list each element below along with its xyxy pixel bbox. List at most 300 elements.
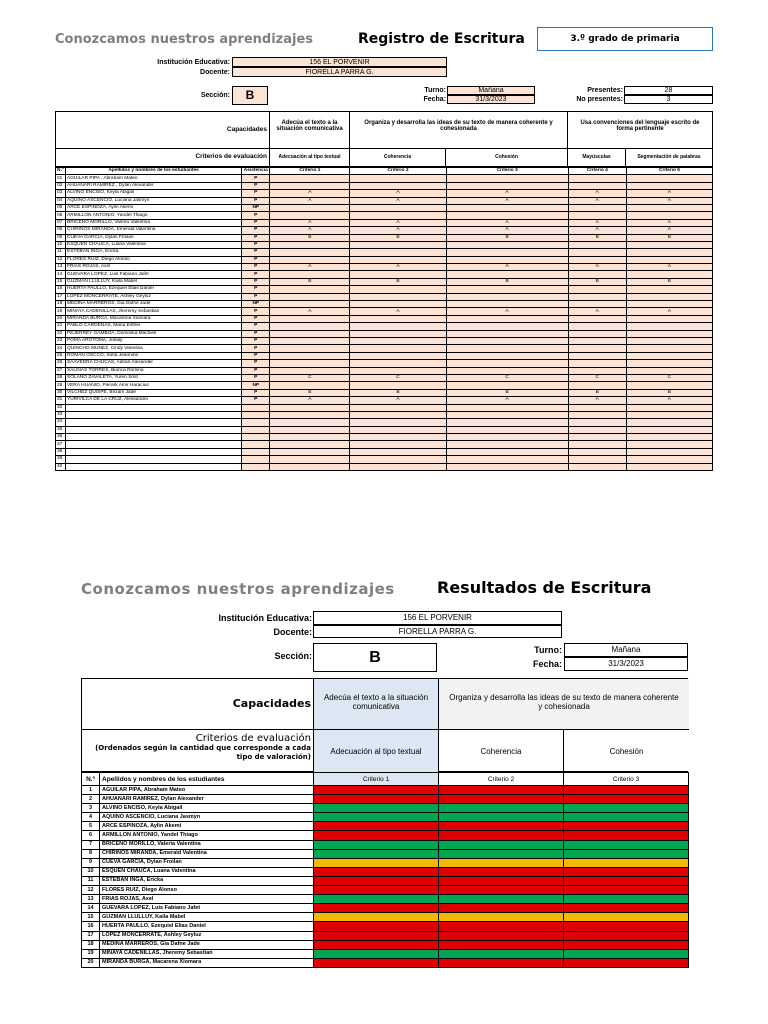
attendance-cell[interactable]: P [242, 264, 270, 271]
criterio-cell[interactable] [446, 330, 568, 337]
criterio-cell[interactable] [568, 271, 626, 278]
criterio-cell[interactable] [626, 360, 712, 367]
res-n-header: N.º [82, 773, 100, 786]
attendance-cell[interactable]: P [242, 397, 270, 404]
criterio-cell[interactable] [626, 404, 712, 411]
attendance-cell[interactable]: P [242, 190, 270, 197]
criterio-cell[interactable] [568, 337, 626, 344]
criterio-cell[interactable] [350, 204, 446, 211]
criterio-cell[interactable] [568, 256, 626, 263]
criterio-cell[interactable] [626, 426, 712, 433]
criterio-cell[interactable]: A [270, 308, 350, 315]
criterio-cell[interactable]: A [446, 197, 568, 204]
table-row [56, 227, 713, 234]
criterio-cell[interactable] [568, 175, 626, 182]
criterio-cell[interactable] [270, 448, 350, 455]
table-row [56, 374, 713, 381]
criterio-cell[interactable] [350, 256, 446, 263]
student-number: 16 [56, 286, 66, 293]
student-name: ARCE ESPINOZA, Aylin Akemi [66, 204, 242, 211]
criterio-cell[interactable] [446, 212, 568, 219]
criterio-cell[interactable] [446, 367, 568, 374]
criterio-cell[interactable]: A [350, 227, 446, 234]
criterio-cell[interactable] [446, 404, 568, 411]
docente-field[interactable]: FIORELLA PARRA G. [232, 67, 447, 77]
result-cell-red [564, 922, 689, 931]
criterio-cell[interactable] [350, 175, 446, 182]
criterio-cell[interactable] [350, 182, 446, 189]
criterio-cell[interactable] [270, 426, 350, 433]
student-name: HUERTA PAULLO, Ezequiel Elias Daniel [100, 922, 314, 931]
attendance-cell[interactable]: P [242, 278, 270, 285]
criterio-cell[interactable] [350, 271, 446, 278]
result-cell-red [564, 831, 689, 840]
criterio-cell[interactable] [446, 441, 568, 448]
criterio-cell[interactable] [446, 345, 568, 352]
criterio-cell[interactable] [270, 345, 350, 352]
criterio-cell[interactable] [626, 352, 712, 359]
criterio-cell[interactable]: B [446, 389, 568, 396]
attendance-cell[interactable]: P [242, 175, 270, 182]
criterio-cell[interactable]: A [350, 308, 446, 315]
criterio-cell[interactable] [626, 434, 712, 441]
criterio-cell[interactable]: A [568, 397, 626, 404]
criterio-cell[interactable] [626, 419, 712, 426]
criterio-cell[interactable] [350, 337, 446, 344]
criterio-cell[interactable] [350, 286, 446, 293]
student-name: VILCHEZ QUISPE, Brizam Jade [66, 389, 242, 396]
criterio-cell[interactable] [350, 301, 446, 308]
attendance-cell[interactable]: P [242, 367, 270, 374]
criterio-cell[interactable]: B [626, 389, 712, 396]
result-cell-red [314, 922, 439, 931]
criterio-cell[interactable] [626, 286, 712, 293]
attendance-cell[interactable]: P [242, 271, 270, 278]
student-name: FLORES RUIZ, Diego Alonso [66, 256, 242, 263]
criterio-cell[interactable] [626, 271, 712, 278]
student-name: ARMILLON ANTONIO, Yandel Thiago [66, 212, 242, 219]
criterio-cell[interactable] [626, 345, 712, 352]
criterio-cell[interactable]: A [446, 227, 568, 234]
criterio-cell[interactable] [350, 345, 446, 352]
criterio-cell[interactable] [446, 337, 568, 344]
criterio-cell[interactable] [270, 301, 350, 308]
criterio-cell[interactable] [270, 382, 350, 389]
criterio-cell[interactable] [626, 182, 712, 189]
criterio-cell[interactable] [568, 367, 626, 374]
criterio-cell[interactable] [446, 448, 568, 455]
criterio-cell[interactable] [626, 337, 712, 344]
res-seccion-label: Sección: [274, 651, 312, 661]
criterio-cell[interactable] [350, 411, 446, 418]
criterio-cell[interactable] [270, 241, 350, 248]
attendance-cell[interactable] [242, 456, 270, 463]
student-number: 24 [56, 345, 66, 352]
criterio-cell[interactable] [350, 419, 446, 426]
criterio-cell[interactable] [446, 419, 568, 426]
criterio-cell[interactable] [568, 434, 626, 441]
criterio-cell[interactable] [568, 411, 626, 418]
criterio-cell[interactable]: B [270, 234, 350, 241]
result-cell-red [439, 867, 564, 876]
table-row [56, 234, 713, 241]
criterio-cell[interactable]: B [626, 278, 712, 285]
criterio-cell[interactable] [350, 404, 446, 411]
attendance-cell[interactable]: P [242, 308, 270, 315]
criterio-cell[interactable]: B [626, 234, 712, 241]
criterio-cell[interactable] [446, 241, 568, 248]
criterio-cell[interactable]: C [446, 374, 568, 381]
criterio-cell[interactable] [446, 301, 568, 308]
criterio-cell[interactable] [350, 426, 446, 433]
criterio-cell[interactable] [626, 175, 712, 182]
criterio-cell[interactable]: A [446, 397, 568, 404]
student-number: 07 [56, 219, 66, 226]
criterio-cell[interactable] [270, 434, 350, 441]
attendance-cell[interactable]: P [242, 249, 270, 256]
criterio-cell[interactable] [568, 426, 626, 433]
criterio-cell[interactable]: A [270, 227, 350, 234]
criterio-cell[interactable] [626, 330, 712, 337]
result-cell-red [564, 940, 689, 949]
criterio-cell[interactable] [568, 249, 626, 256]
criterio-cell[interactable]: A [568, 190, 626, 197]
criterio-cell[interactable]: A [270, 197, 350, 204]
criterio-cell[interactable] [626, 212, 712, 219]
criterio-cell[interactable]: B [270, 389, 350, 396]
criterio-cell[interactable] [270, 419, 350, 426]
criterio-cell[interactable] [626, 456, 712, 463]
criterio-cell[interactable] [446, 204, 568, 211]
attendance-cell[interactable]: P [242, 323, 270, 330]
attendance-cell[interactable]: NP [242, 204, 270, 211]
criterio-cell[interactable] [568, 323, 626, 330]
attendance-cell[interactable]: P [242, 330, 270, 337]
criterio-cell[interactable]: B [270, 278, 350, 285]
criterio-cell[interactable]: A [270, 397, 350, 404]
criterio-cell[interactable] [270, 182, 350, 189]
criterio-cell[interactable] [568, 315, 626, 322]
attendance-cell[interactable]: P [242, 219, 270, 226]
criterio-cell[interactable] [446, 456, 568, 463]
criterio-cell[interactable]: B [350, 389, 446, 396]
attendance-cell[interactable]: NP [242, 382, 270, 389]
criterio-cell[interactable] [270, 352, 350, 359]
resultados-subtitle: Conozcamos nuestros aprendizajes [81, 580, 395, 598]
criterio-cell[interactable] [350, 463, 446, 470]
attendance-cell[interactable]: P [242, 227, 270, 234]
criterio-cell[interactable]: B [568, 234, 626, 241]
criterio-cell[interactable] [446, 293, 568, 300]
criterio-cell[interactable] [568, 293, 626, 300]
criterio-cell[interactable] [350, 352, 446, 359]
criterio-cell[interactable] [270, 330, 350, 337]
criterio-cell[interactable] [568, 204, 626, 211]
student-name: FRIAS ROJAS, Axel [66, 264, 242, 271]
criterio-cell[interactable] [626, 367, 712, 374]
criterio-cell[interactable] [568, 360, 626, 367]
student-name: ESTEBAN INGA, Ericka [100, 876, 314, 885]
criterio-cell[interactable]: B [350, 234, 446, 241]
criterio-cell[interactable] [446, 249, 568, 256]
presentes-field[interactable]: 28 [624, 86, 713, 95]
criterio-cell[interactable]: A [350, 264, 446, 271]
criterio-cell[interactable]: B [568, 389, 626, 396]
criterio-cell[interactable] [446, 286, 568, 293]
attendance-cell[interactable]: P [242, 212, 270, 219]
criterio-cell[interactable] [446, 256, 568, 263]
attendance-cell[interactable] [242, 441, 270, 448]
attendance-cell[interactable] [242, 434, 270, 441]
criterio-cell[interactable]: A [568, 227, 626, 234]
res-criterio-desc-3: Cohesión [609, 747, 644, 756]
criterio-cell[interactable]: A [626, 397, 712, 404]
criterio-cell[interactable] [626, 256, 712, 263]
attendance-cell[interactable] [242, 463, 270, 470]
criterio-cell[interactable]: C [626, 374, 712, 381]
criterio-cell[interactable] [568, 345, 626, 352]
criterio-cell[interactable]: A [446, 219, 568, 226]
result-cell-red [314, 831, 439, 840]
criterio-cell[interactable] [626, 463, 712, 470]
criterio-cell[interactable]: A [626, 264, 712, 271]
criterio-cell[interactable] [270, 323, 350, 330]
criterio-cell[interactable] [568, 212, 626, 219]
res-docente-field[interactable]: FIORELLA PARRA G. [313, 625, 562, 638]
criterio-cell[interactable] [270, 212, 350, 219]
attendance-cell[interactable]: P [242, 389, 270, 396]
no-presentes-field[interactable]: 3 [624, 95, 713, 104]
attendance-cell[interactable]: P [242, 337, 270, 344]
resultados-header-block [81, 678, 688, 772]
criterio-cell[interactable] [350, 323, 446, 330]
attendance-cell[interactable]: P [242, 345, 270, 352]
attendance-cell[interactable]: P [242, 315, 270, 322]
attendance-cell[interactable] [242, 404, 270, 411]
criterio-cell[interactable] [270, 456, 350, 463]
criterio-cell[interactable] [270, 271, 350, 278]
criterio-cell[interactable]: B [568, 278, 626, 285]
criterio-cell[interactable] [568, 330, 626, 337]
attendance-cell[interactable]: P [242, 293, 270, 300]
criterio-cell[interactable]: B [350, 278, 446, 285]
criterio-cell[interactable] [626, 323, 712, 330]
criterio-cell[interactable]: A [350, 197, 446, 204]
criterio-cell[interactable]: A [270, 190, 350, 197]
criterio-cell[interactable]: A [626, 190, 712, 197]
student-name: FRIAS ROJAS, Axel [100, 895, 314, 904]
criterio-cell[interactable] [568, 463, 626, 470]
criterio-cell[interactable]: A [446, 190, 568, 197]
turno-label: Turno: [424, 87, 446, 94]
result-cell-red [564, 867, 689, 876]
criterio-cell[interactable] [568, 286, 626, 293]
criterio-cell[interactable] [626, 411, 712, 418]
criterio-cell[interactable]: C [568, 374, 626, 381]
criterio-cell[interactable] [270, 175, 350, 182]
attendance-cell[interactable] [242, 426, 270, 433]
criterio-cell[interactable] [270, 204, 350, 211]
criterio-cell[interactable]: A [270, 264, 350, 271]
criterio-cell[interactable] [626, 293, 712, 300]
attendance-cell[interactable]: P [242, 241, 270, 248]
criterio-cell[interactable]: B [446, 234, 568, 241]
criterio-cell[interactable] [270, 293, 350, 300]
criterio-cell[interactable] [626, 204, 712, 211]
student-name: AGUILAR PIPA , Abraham Mateo [66, 175, 242, 182]
criterio-cell[interactable] [270, 315, 350, 322]
table-row [56, 271, 713, 278]
criterio-cell[interactable] [446, 426, 568, 433]
criterio-cell[interactable]: A [350, 190, 446, 197]
criterio-cell[interactable] [270, 337, 350, 344]
criterio-cell[interactable] [350, 212, 446, 219]
criterio-cell[interactable] [350, 249, 446, 256]
criterio-cell[interactable] [568, 441, 626, 448]
criterio-cell[interactable] [270, 411, 350, 418]
criterio-cell[interactable] [446, 323, 568, 330]
attendance-cell[interactable] [242, 419, 270, 426]
attendance-cell[interactable] [242, 411, 270, 418]
criterio-cell[interactable] [626, 241, 712, 248]
attendance-cell[interactable]: P [242, 234, 270, 241]
criterio-cell[interactable] [446, 434, 568, 441]
attendance-cell[interactable] [242, 448, 270, 455]
criterio-cell[interactable] [568, 182, 626, 189]
criterio-cell[interactable]: A [568, 197, 626, 204]
attendance-cell[interactable]: P [242, 256, 270, 263]
student-name: ESTEBAN INGA, Ericka [66, 249, 242, 256]
criterio-cell[interactable]: A [626, 197, 712, 204]
criterio-cell[interactable] [350, 360, 446, 367]
institucion-field[interactable]: 156 EL PORVENIR [232, 57, 447, 67]
res-fecha-field[interactable]: 31/3/2023 [564, 657, 688, 671]
student-number: 13 [82, 895, 100, 904]
criterio-cell[interactable] [350, 330, 446, 337]
criterio-cell[interactable] [568, 448, 626, 455]
attendance-cell[interactable]: P [242, 360, 270, 367]
criterio-cell[interactable] [350, 367, 446, 374]
criterio-cell[interactable]: C [270, 374, 350, 381]
criterio-cell[interactable] [350, 241, 446, 248]
res-criterios-note: (Ordenados según la cantidad que corresponde a cada tipo de valoración) [95, 744, 311, 761]
table-row [82, 858, 689, 867]
criterio-cell[interactable] [446, 360, 568, 367]
criterio-cell[interactable] [270, 441, 350, 448]
student-number: 32 [56, 404, 66, 411]
criterio-cell[interactable] [270, 360, 350, 367]
result-cell-green [439, 813, 564, 822]
student-number: 3 [82, 804, 100, 813]
fecha-field[interactable]: 31/3/2023 [447, 95, 535, 104]
criterio-cell[interactable]: A [446, 264, 568, 271]
criterio-cell[interactable] [446, 463, 568, 470]
criterio-cell[interactable]: A [350, 219, 446, 226]
criterio-cell[interactable] [626, 441, 712, 448]
turno-field[interactable]: Mañana [447, 86, 535, 95]
criterio-cell[interactable] [568, 241, 626, 248]
result-cell-green [564, 804, 689, 813]
criterio-cell[interactable] [350, 448, 446, 455]
criterio-cell[interactable] [270, 404, 350, 411]
attendance-cell[interactable]: P [242, 352, 270, 359]
criterio-cell[interactable]: A [270, 219, 350, 226]
criterio-cell[interactable] [568, 456, 626, 463]
result-cell-red [564, 876, 689, 885]
attendance-cell[interactable]: P [242, 374, 270, 381]
table-row [82, 931, 689, 940]
criterio-cell[interactable] [350, 434, 446, 441]
criterio-cell[interactable]: A [446, 308, 568, 315]
student-number: 17 [56, 293, 66, 300]
seccion-field[interactable]: B [232, 86, 268, 105]
criterio-cell[interactable] [568, 382, 626, 389]
criterio-cell[interactable] [350, 382, 446, 389]
criterio-cell[interactable]: B [446, 278, 568, 285]
criterio-cell[interactable] [626, 382, 712, 389]
criterio-cell[interactable] [626, 448, 712, 455]
resultados-title: Resultados de Escritura [437, 578, 652, 597]
criterio-cell[interactable] [350, 441, 446, 448]
n-header: N.º [57, 168, 64, 174]
criterio-cell[interactable] [270, 286, 350, 293]
criterio-cell[interactable] [626, 315, 712, 322]
attendance-cell[interactable]: P [242, 182, 270, 189]
criterio-cell[interactable] [270, 367, 350, 374]
criterio-cell[interactable]: A [568, 264, 626, 271]
table-row [56, 389, 713, 396]
criterio-cell[interactable] [568, 404, 626, 411]
criterio-cell[interactable] [350, 456, 446, 463]
criterio-cell[interactable]: A [568, 219, 626, 226]
criterio-cell[interactable] [446, 315, 568, 322]
criterio-cell[interactable] [568, 419, 626, 426]
student-name: MEDINA MARREROS, Gia Dafne Jade [66, 301, 242, 308]
table-row [56, 278, 713, 285]
attendance-cell[interactable]: P [242, 286, 270, 293]
criterio-cell[interactable] [446, 352, 568, 359]
criterio-cell[interactable]: C [350, 374, 446, 381]
attendance-cell[interactable]: P [242, 197, 270, 204]
criterio-cell[interactable]: A [350, 397, 446, 404]
criterio-cell[interactable] [626, 249, 712, 256]
student-number: 02 [56, 182, 66, 189]
criterio-cell[interactable] [446, 411, 568, 418]
criterio-cell[interactable] [626, 301, 712, 308]
criterio-cell[interactable]: A [626, 219, 712, 226]
res-turno-field[interactable]: Mañana [564, 643, 688, 657]
res-seccion-field[interactable]: B [313, 643, 437, 672]
criterio-cell[interactable]: A [626, 308, 712, 315]
criterio-cell[interactable] [270, 256, 350, 263]
criterio-cell[interactable] [446, 271, 568, 278]
criterio-cell[interactable] [270, 249, 350, 256]
criterio-cell[interactable] [446, 382, 568, 389]
criterio-cell[interactable] [350, 315, 446, 322]
capacidad-1: Adecúa el texto a la situación comunicativa [270, 112, 350, 148]
criterio-cell[interactable] [568, 301, 626, 308]
criterio-cell[interactable] [350, 293, 446, 300]
attendance-cell[interactable]: NP [242, 301, 270, 308]
criterio-cell[interactable]: A [568, 308, 626, 315]
res-institucion-field[interactable]: 156 EL PORVENIR [313, 611, 562, 625]
criterio-cell[interactable]: A [626, 227, 712, 234]
criterio-cell[interactable] [446, 182, 568, 189]
criterio-cell[interactable] [270, 463, 350, 470]
criterio-cell[interactable] [446, 175, 568, 182]
result-cell-yellow [314, 913, 439, 922]
criterio-cell[interactable] [568, 352, 626, 359]
